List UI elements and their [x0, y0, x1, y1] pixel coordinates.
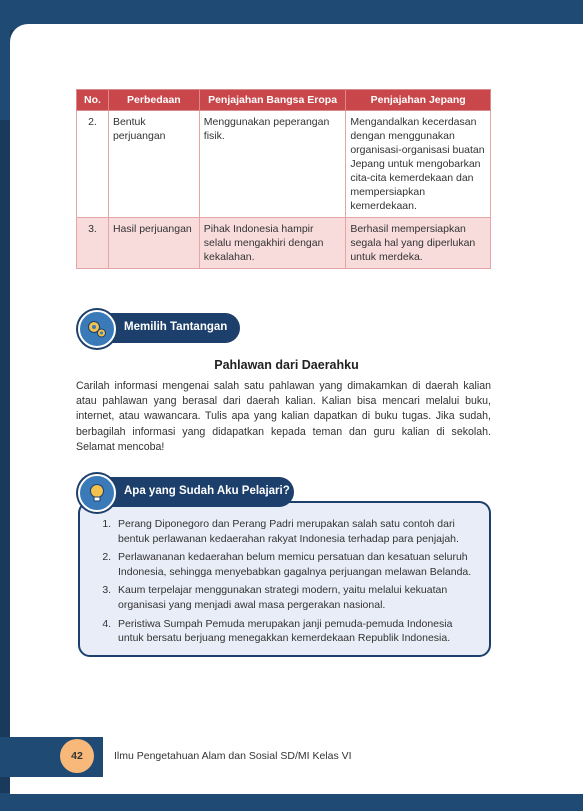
list-item: 3. Kaum terpelajar menggunakan strategi modern, yaitu melalui kekuatan organisasi yang menjadi awal masa pergerakan nasional. — [114, 583, 477, 612]
table-cell-perbedaan: Bentuk perjuangan — [108, 111, 199, 218]
bottom-frame-bar — [0, 793, 583, 811]
list-item: 1. Perang Diponegoro dan Perang Padri merupakan salah satu contoh dari bentuk perlawanan kedaerahan rakyat Indonesia terhadap para penjajah. — [114, 517, 477, 546]
lightbulb-icon — [78, 474, 116, 512]
table-header-perbedaan: Perbedaan — [108, 90, 199, 111]
list-item: 4. Peristiwa Sumpah Pemuda merupakan janji pemuda-pemuda Indonesia untuk bersatu berjuang menegakkan kemerdekaan Republik Indonesia. — [114, 617, 477, 646]
table-header-jepang: Penjajahan Jepang — [346, 90, 491, 111]
gears-icon — [78, 310, 116, 348]
summary-box — [78, 501, 491, 657]
table-cell-eropa: Pihak Indonesia hampir selalu mengakhiri dengan kekalahan. — [199, 218, 346, 269]
table-cell-no: 2. — [77, 111, 109, 218]
table-cell-no: 3. — [77, 218, 109, 269]
summary-section-pill — [80, 477, 294, 507]
table-cell-jepang: Berhasil mempersiapkan segala hal yang diperlukan untuk merdeka. — [346, 218, 491, 269]
challenge-section-pill — [80, 313, 240, 343]
comparison-table — [76, 89, 491, 269]
table-header-eropa: Penjajahan Bangsa Eropa — [199, 90, 346, 111]
summary-list — [80, 503, 489, 646]
table-cell-perbedaan: Hasil perjuangan — [108, 218, 199, 269]
footer-book-title: Ilmu Pengetahuan Alam dan Sosial SD/MI Kelas VI — [114, 750, 352, 762]
challenge-section-label: Memilih Tantangan — [124, 321, 228, 333]
table-row — [77, 218, 491, 269]
challenge-title: Pahlawan dari Daerahku — [214, 358, 359, 372]
page-number: 42 — [60, 739, 94, 773]
left-frame-strip — [0, 30, 10, 120]
table-row — [77, 111, 491, 218]
list-item: 2. Perlawananan kedaerahan belum memicu persatuan dan kesatuan seluruh Indonesia, sehingga menyebabkan gagalnya perjuangan melawan Belanda. — [114, 550, 477, 579]
table-cell-eropa: Menggunakan peperangan fisik. — [199, 111, 346, 218]
challenge-text: Carilah informasi mengenai salah satu pahlawan yang dimakamkan di daerah kalian atau pahlawan yang berasal dari daerah kalian. Kalian bisa mencari melalui buku, internet, atau wawancara. Tulis apa yang kalian dapatkan di buku tugas. Jika sudah, berbagilah informasi yang didapatkan kepada teman dan guru kalian di sekolah. Selamat mencoba! — [76, 380, 491, 453]
table-header-row — [77, 90, 491, 111]
table-header-no: No. — [77, 90, 109, 111]
summary-section-label: Apa yang Sudah Aku Pelajari? — [124, 485, 290, 497]
table-cell-jepang: Mengandalkan kecerdasan dengan menggunakan organisasi-organisasi buatan Jepang untuk mengobarkan cita-cita kemerdekaan dan mempersiapkan kemerdekaan. — [346, 111, 491, 218]
